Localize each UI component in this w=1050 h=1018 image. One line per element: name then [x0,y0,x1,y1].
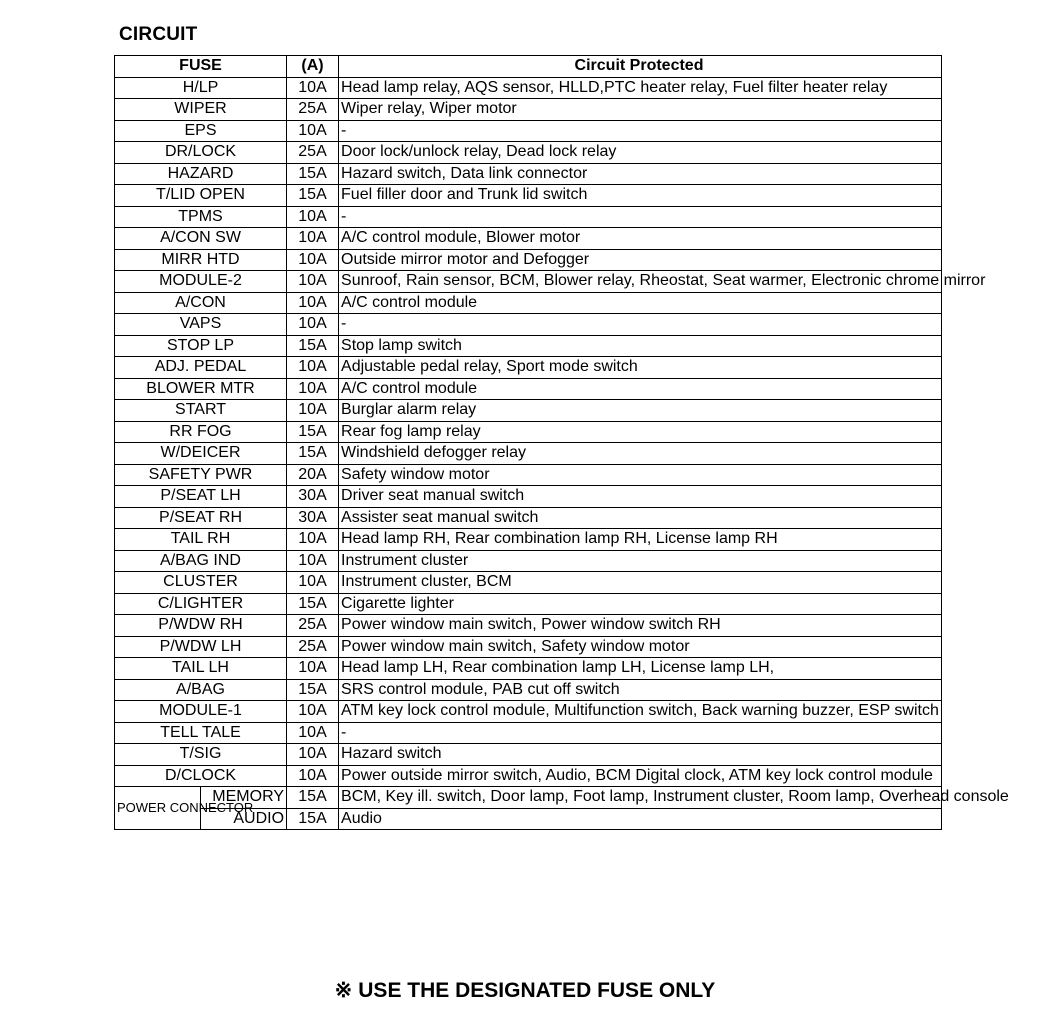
table-row [115,163,942,185]
table-row [115,271,942,293]
fuse-name: TAIL RH [115,529,287,551]
table-row [115,701,942,723]
table-row [115,744,942,766]
circuit-protected: - [339,314,942,336]
table-row [115,636,942,658]
fuse-name: T/SIG [115,744,287,766]
circuit-protected: Rear fog lamp relay [339,421,942,443]
fuse-name: TPMS [115,206,287,228]
circuit-protected: Door lock/unlock relay, Dead lock relay [339,142,942,164]
circuit-protected: Adjustable pedal relay, Sport mode switch [339,357,942,379]
table-row [115,142,942,164]
fuse-amperage: 10A [287,722,339,744]
table-row [115,658,942,680]
fuse-amperage: 10A [287,378,339,400]
fuse-amperage: 10A [287,271,339,293]
table-row [115,679,942,701]
note-text: USE THE DESIGNATED FUSE ONLY [358,979,716,1002]
fuse-amperage: 10A [287,701,339,723]
circuit-protected: ATM key lock control module, Multifunction switch, Back warning buzzer, ESP switch [339,701,942,723]
circuit-protected: - [339,722,942,744]
fuse-amperage: 10A [287,228,339,250]
fuse-amperage: 10A [287,658,339,680]
fuse-name: SAFETY PWR [115,464,287,486]
fuse-name: VAPS [115,314,287,336]
fuse-amperage: 15A [287,679,339,701]
fuse-amperage: 10A [287,765,339,787]
fuse-amperage: 25A [287,615,339,637]
table-row [115,787,942,809]
circuit-protected: SRS control module, PAB cut off switch [339,679,942,701]
table-row [115,357,942,379]
header-circuit: Circuit Protected [339,56,942,78]
fuse-name: HAZARD [115,163,287,185]
table-row [115,529,942,551]
power-connector-label: POWER CONNECTOR [115,787,201,830]
circuit-protected: Instrument cluster [339,550,942,572]
table-row [115,314,942,336]
table-row [115,593,942,615]
circuit-protected: Head lamp relay, AQS sensor, HLLD,PTC heater relay, Fuel filter heater relay [339,77,942,99]
fuse-name: A/BAG IND [115,550,287,572]
circuit-protected: Sunroof, Rain sensor, BCM, Blower relay, Rheostat, Seat warmer, Electronic chrome mirror [339,271,942,293]
circuit-protected: Outside mirror motor and Defogger [339,249,942,271]
fuse-amperage: 15A [287,593,339,615]
circuit-protected: Assister seat manual switch [339,507,942,529]
fuse-name: W/DEICER [115,443,287,465]
fuse-amperage: 30A [287,486,339,508]
fuse-name: AUDIO [201,808,287,830]
fuse-name: MIRR HTD [115,249,287,271]
fuse-table [114,55,1009,830]
fuse-name: ADJ. PEDAL [115,357,287,379]
fuse-amperage: 10A [287,77,339,99]
fuse-amperage: 15A [287,443,339,465]
fuse-table-body [115,77,1009,830]
table-row [115,400,942,422]
circuit-protected: Instrument cluster, BCM [339,572,942,594]
table-row [115,486,942,508]
fuse-name: CLUSTER [115,572,287,594]
fuse-amperage: 15A [287,787,339,809]
fuse-amperage: 20A [287,464,339,486]
circuit-protected: Power window main switch, Safety window motor [339,636,942,658]
table-row [115,206,942,228]
fuse-name: MODULE-1 [115,701,287,723]
table-row [115,808,942,830]
header-fuse: FUSE [115,56,287,78]
circuit-protected: A/C control module [339,378,942,400]
circuit-protected: Audio [339,808,942,830]
table-row [115,335,942,357]
table-row [115,77,942,99]
table-row [115,572,942,594]
circuit-protected: Fuel filler door and Trunk lid switch [339,185,942,207]
fuse-name: A/CON SW [115,228,287,250]
fuse-amperage: 10A [287,357,339,379]
circuit-protected: Head lamp RH, Rear combination lamp RH, License lamp RH [339,529,942,551]
table-row [115,550,942,572]
table-row [115,722,942,744]
fuse-amperage: 10A [287,314,339,336]
circuit-protected: Stop lamp switch [339,335,942,357]
fuse-name: A/BAG [115,679,287,701]
fuse-name: WIPER [115,99,287,121]
table-row [115,228,942,250]
fuse-amperage: 10A [287,400,339,422]
fuse-amperage: 25A [287,636,339,658]
fuse-name: TELL TALE [115,722,287,744]
table-row [115,120,942,142]
page-title: CIRCUIT [119,24,198,45]
fuse-amperage: 30A [287,507,339,529]
fuse-name: P/SEAT LH [115,486,287,508]
table-row [115,615,942,637]
fuse-name: MODULE-2 [115,271,287,293]
fuse-amperage: 15A [287,185,339,207]
fuse-name: H/LP [115,77,287,99]
fuse-name: DR/LOCK [115,142,287,164]
circuit-protected: BCM, Key ill. switch, Door lamp, Foot lamp, Instrument cluster, Room lamp, Overhead console [339,787,942,809]
fuse-amperage: 10A [287,292,339,314]
table-header-row [115,56,942,78]
fuse-note [0,978,1050,1003]
table-row [115,249,942,271]
fuse-amperage: 15A [287,808,339,830]
fuse-amperage: 25A [287,99,339,121]
table-row [115,99,942,121]
circuit-protected: - [339,206,942,228]
fuse-name: T/LID OPEN [115,185,287,207]
fuse-amperage: 10A [287,206,339,228]
circuit-protected: Hazard switch, Data link connector [339,163,942,185]
table-row [115,421,942,443]
fuse-name: EPS [115,120,287,142]
fuse-name: START [115,400,287,422]
fuse-name: D/CLOCK [115,765,287,787]
circuit-protected: Power outside mirror switch, Audio, BCM Digital clock, ATM key lock control module [339,765,942,787]
fuse-amperage: 10A [287,529,339,551]
fuse-amperage: 10A [287,550,339,572]
fuse-name: TAIL LH [115,658,287,680]
fuse-amperage: 15A [287,335,339,357]
fuse-name: P/WDW LH [115,636,287,658]
table-row [115,443,942,465]
circuit-protected: Driver seat manual switch [339,486,942,508]
fuse-amperage: 10A [287,120,339,142]
header-amp: (A) [287,56,339,78]
circuit-protected: Head lamp LH, Rear combination lamp LH, License lamp LH, [339,658,942,680]
circuit-protected: Power window main switch, Power window switch RH [339,615,942,637]
circuit-protected: Safety window motor [339,464,942,486]
fuse-amperage: 25A [287,142,339,164]
circuit-protected: - [339,120,942,142]
table-row [115,765,942,787]
fuse-name: A/CON [115,292,287,314]
fuse-name: P/WDW RH [115,615,287,637]
fuse-name: C/LIGHTER [115,593,287,615]
circuit-protected: Burglar alarm relay [339,400,942,422]
circuit-protected: Cigarette lighter [339,593,942,615]
table-row [115,464,942,486]
circuit-protected: A/C control module, Blower motor [339,228,942,250]
fuse-name: BLOWER MTR [115,378,287,400]
circuit-protected: A/C control module [339,292,942,314]
table-row [115,507,942,529]
fuse-amperage: 15A [287,163,339,185]
fuse-amperage: 10A [287,249,339,271]
circuit-protected: Hazard switch [339,744,942,766]
fuse-amperage: 10A [287,744,339,766]
fuse-amperage: 15A [287,421,339,443]
fuse-name: P/SEAT RH [115,507,287,529]
table-row [115,378,942,400]
fuse-name: RR FOG [115,421,287,443]
table-row [115,292,942,314]
circuit-protected: Wiper relay, Wiper motor [339,99,942,121]
fuse-amperage: 10A [287,572,339,594]
table-row [115,185,942,207]
fuse-name: STOP LP [115,335,287,357]
fuse-name: MEMORY [201,787,287,809]
circuit-protected: Windshield defogger relay [339,443,942,465]
note-mark: ※ [334,979,353,1002]
